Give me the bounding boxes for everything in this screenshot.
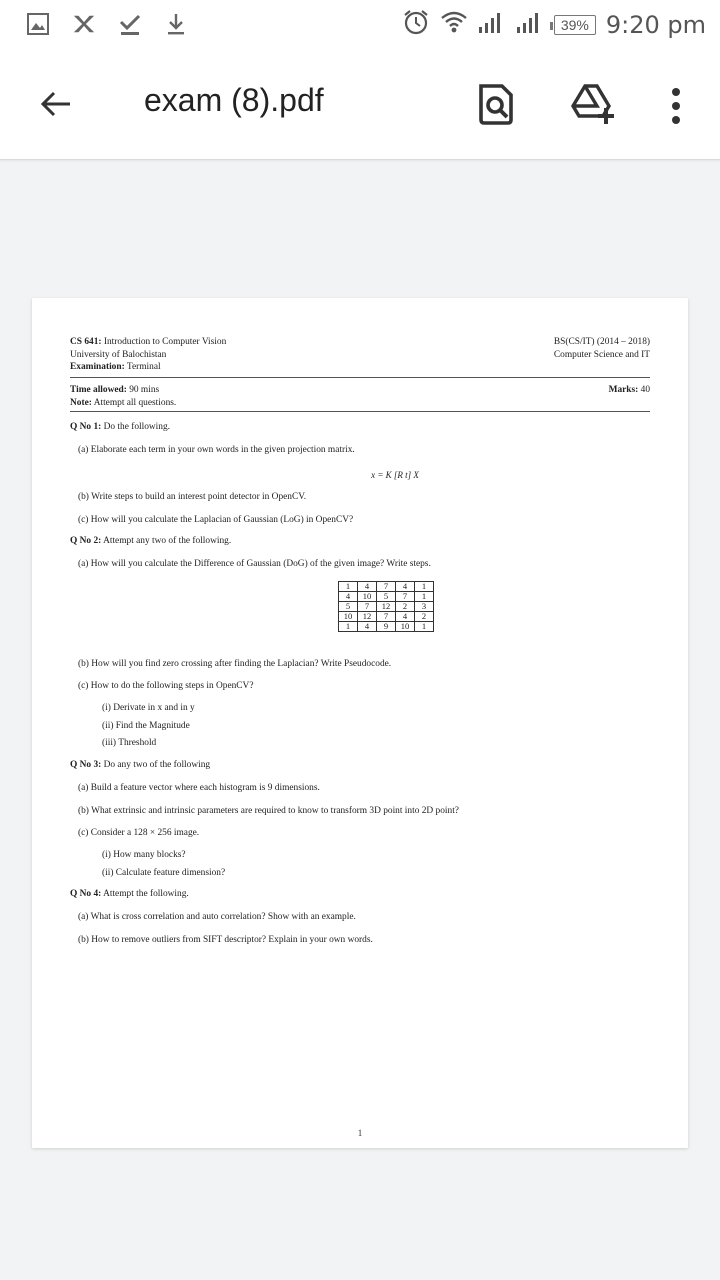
page-number: 1 [357,1128,363,1138]
grid-cell: 4 [358,621,377,631]
grid-cell: 7 [358,601,377,611]
signal-icon [478,10,506,39]
battery-indicator: 39% [554,15,596,35]
grid-cell: 7 [396,591,415,601]
header-right [554,336,650,374]
add-to-drive-icon [570,82,616,126]
question-3c-ii: (ii) Calculate feature dimension? [102,867,226,878]
question-3b: (b) What extrinsic and intrinsic parameters are required to know to transform 3D point into 2D point? [78,805,459,816]
grid-cell: 4 [396,611,415,621]
image-grid [338,581,434,632]
divider [70,411,650,412]
question-3c: (c) Consider a 128 × 256 image. [78,828,200,839]
pdf-page[interactable] [32,298,688,1148]
grid-cell: 1 [415,621,434,631]
grid-cell: 4 [339,591,358,601]
grid-cell: 7 [377,611,396,621]
grid-cell: 4 [396,581,415,591]
question-1: Q No 1: Do the following. [70,422,170,433]
alarm-icon [402,8,430,41]
note: Note: Attempt all questions. [70,397,177,408]
grid-cell: 2 [396,601,415,611]
download-icon [164,12,188,36]
department: Computer Science and IT [553,349,650,360]
x-app-icon [72,12,96,36]
question-2b: (b) How will you find zero crossing after finding the Laplacian? Write Pseudocode. [78,658,392,669]
more-options-button[interactable] [664,84,688,128]
header-left [70,336,226,374]
page-content [70,336,650,946]
wifi-icon [440,10,468,39]
more-vert-dot [672,88,680,96]
more-vert-dot [672,102,680,110]
find-in-page-icon [476,82,516,126]
grid-cell: 1 [415,581,434,591]
program: BS(CS/IT) (2014 – 2018) [553,337,650,347]
question-3c-i: (i) How many blocks? [102,849,186,860]
question-1c: (c) How will you calculate the Laplacian of Gaussian (LoG) in OpenCV? [78,514,354,525]
university: University of Balochistan [70,349,167,360]
image-grid-wrap [70,581,650,632]
question-2c-ii: (ii) Find the Magnitude [102,720,190,731]
question-1b: (b) Write steps to build an interest point detector in OpenCV. [78,491,307,502]
grid-cell: 3 [415,601,434,611]
grid-row [339,591,434,601]
document-title: exam (8).pdf [144,82,324,118]
question-4: Q No 4: Attempt the following. [70,889,189,900]
grid-cell: 1 [339,621,358,631]
marks: Marks: 40 [608,385,650,396]
gallery-icon [26,12,50,36]
add-to-drive-button[interactable] [570,82,616,126]
time-row [70,384,650,397]
download-done-icon [118,12,142,36]
grid-cell: 4 [358,581,377,591]
grid-cell: 12 [358,611,377,621]
grid-row [339,601,434,611]
question-4a: (a) What is cross correlation and auto correlation? Show with an example. [78,911,356,922]
question-2: Q No 2: Attempt any two of the following. [70,536,232,547]
signal-icon-2 [516,10,544,39]
course-line: CS 641: Introduction to Computer Vision [70,337,227,347]
question-2c-i: (i) Derivate in x and in y [102,703,195,714]
grid-cell: 7 [377,581,396,591]
clock: 9:20 pm [605,10,706,39]
time-allowed: Time allowed: 90 mins [70,385,160,396]
exam-type: Examination: Terminal [70,362,161,373]
grid-cell: 9 [377,621,396,631]
grid-cell: 10 [339,611,358,621]
arrow-back-icon [38,86,74,122]
question-1a: (a) Elaborate each term in your own words in the given projection matrix. [78,445,355,456]
divider [70,377,650,378]
question-4b: (b) How to remove outliers from SIFT descriptor? Explain in your own words. [78,934,373,945]
grid-cell: 12 [377,601,396,611]
question-2c: (c) How to do the following steps in OpenCV? [78,681,254,692]
app-bar [0,50,720,160]
grid-cell: 1 [415,591,434,601]
grid-row [339,611,434,621]
grid-cell: 10 [358,591,377,601]
question-3: Q No 3: Do any two of the following [70,760,211,771]
grid-cell: 2 [415,611,434,621]
grid-row [339,581,434,591]
more-vert-dot [672,116,680,124]
grid-cell: 5 [377,591,396,601]
exam-header [70,336,650,374]
projection-formula: x = K [R t] X [371,469,419,480]
search-in-document-button[interactable] [476,82,516,126]
question-2c-iii: (iii) Threshold [102,738,157,749]
grid-cell: 5 [339,601,358,611]
question-3a: (a) Build a feature vector where each histogram is 9 dimensions. [78,782,320,793]
grid-row [339,621,434,631]
status-bar [0,0,720,50]
grid-cell: 1 [339,581,358,591]
question-2a: (a) How will you calculate the Difference of Gaussian (DoG) of the given image? Write steps. [78,559,431,570]
grid-cell: 10 [396,621,415,631]
back-button[interactable] [36,84,76,124]
